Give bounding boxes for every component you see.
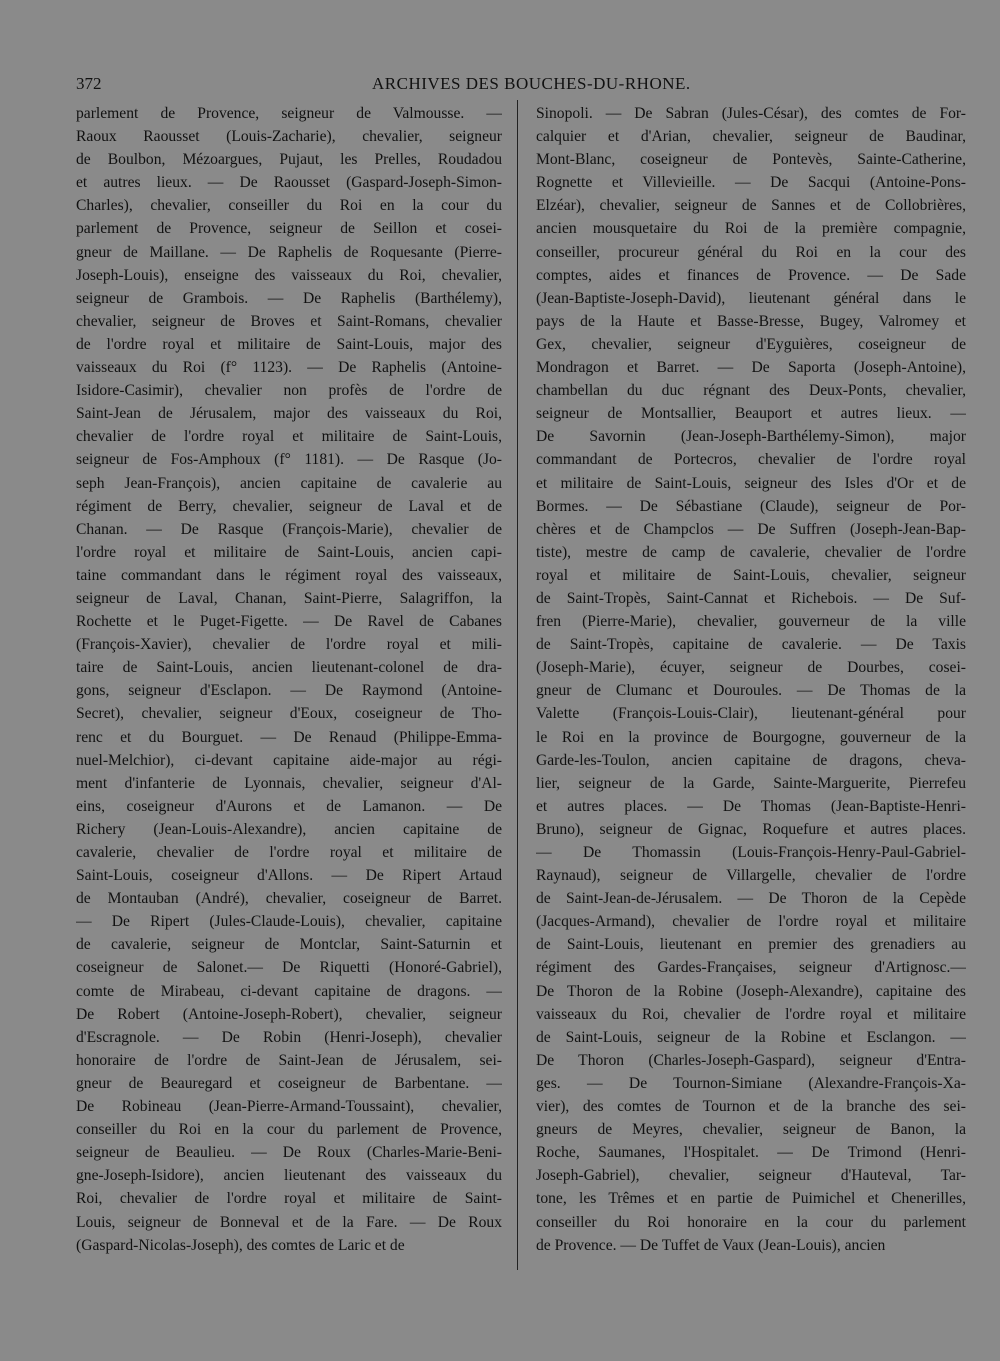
- text-line: seph Jean-François), ancien capitaine de cavalerie au: [76, 474, 502, 492]
- text-line: vaisseaux du Roi (f° 1123). — De Raphelis (Antoine-: [76, 359, 502, 377]
- right-column: [536, 102, 966, 1257]
- text-line: Joseph-Louis), enseigne des vaisseaux du Roi, chevalier,: [76, 266, 502, 284]
- text-line: de Provence. — De Tuffet de Vaux (Jean-Louis), ancien: [536, 1236, 886, 1254]
- text-line: régiment de Berry, chevalier, seigneur de Laval et de: [76, 497, 502, 515]
- text-line: honoraire de l'ordre de Saint-Jean de Jérusalem, sei-: [76, 1051, 502, 1069]
- text-line: Rognette et Villevieille. — De Sacqui (Antoine-Pons-: [536, 174, 966, 192]
- text-line: Chanan. — De Rasque (François-Marie), chevalier de: [76, 520, 502, 538]
- text-line: parlement de Provence, seigneur de Valmousse. —: [76, 105, 502, 122]
- text-line: chambellan du duc régnant des Deux-Ponts, chevalier,: [536, 382, 966, 400]
- text-line: Roi, chevalier de l'ordre royal et militaire de Saint-: [76, 1190, 502, 1208]
- text-line: (Jean-Baptiste-Joseph-David), lieutenant général dans le: [536, 289, 966, 307]
- text-line: (Gaspard-Nicolas-Joseph), des comtes de Laric et de: [76, 1236, 405, 1254]
- text-line: seigneur de Montsallier, Beauport et autres lieux. —: [536, 405, 966, 423]
- text-line: de Saint-Jean-de-Jérusalem. — De Thoron de la Cepède: [536, 890, 966, 908]
- text-line: et autres places. — De Thomas (Jean-Baptiste-Henri-: [536, 797, 966, 815]
- text-line: fren (Pierre-Marie), chevalier, gouverneur de la ville: [536, 613, 966, 631]
- text-line: régiment des Gardes-Françaises, seigneur d'Artignosc.—: [536, 959, 966, 977]
- text-line: calquier et d'Arian, chevalier, seigneur de Baudinar,: [536, 128, 966, 146]
- text-line: seigneur de Laval, Chanan, Saint-Pierre, Salagriffon, la: [76, 589, 502, 607]
- text-line: comptes, aides et finances de Provence. — De Sade: [536, 266, 966, 284]
- text-line: gneur de Maillane. — De Raphelis de Roquesante (Pierre-: [76, 243, 502, 261]
- text-line: Joseph-Gabriel), chevalier, seigneur d'Hauteval, Tar-: [536, 1167, 966, 1185]
- text-line: De Robert (Antoine-Joseph-Robert), chevalier, seigneur: [76, 1005, 502, 1023]
- text-line: Bruno), seigneur de Gignac, Roquefure et autres places.: [536, 820, 966, 838]
- text-line: — De Ripert (Jules-Claude-Louis), chevalier, capitaine: [76, 913, 502, 931]
- text-line: Elzéar), chevalier, seigneur de Sannes et de Collobrières,: [536, 197, 966, 215]
- text-line: cavalerie, chevalier de l'ordre royal et militaire de: [76, 844, 502, 861]
- text-line: Mondragon et Barret. — De Saporta (Joseph-Antoine),: [536, 359, 966, 377]
- text-line: nuel-Melchior), ci-devant capitaine aide-major au régi-: [76, 751, 502, 769]
- text-line: gneurs de Meyres, chevalier, seigneur de Banon, la: [536, 1121, 966, 1139]
- text-line: Charles), chevalier, conseiller du Roi en la cour du: [76, 197, 502, 215]
- text-line: comte de Mirabeau, ci-devant capitaine de dragons. —: [76, 982, 502, 1000]
- page-number: 372: [76, 74, 102, 93]
- text-line: taire de Saint-Louis, ancien lieutenant-colonel de dra-: [76, 659, 502, 677]
- text-line: et militaire de Saint-Louis, seigneur des Isles d'Or et de: [536, 474, 966, 492]
- text-line: Raoux Raousset (Louis-Zacharie), chevalier, seigneur: [76, 128, 502, 146]
- text-line: (François-Xavier), chevalier de l'ordre royal et mili-: [76, 636, 502, 654]
- text-line: Gex, chevalier, seigneur d'Eyguières, coseigneur de: [536, 335, 966, 353]
- text-line: chevalier de l'ordre royal et militaire de Saint-Louis,: [76, 428, 502, 446]
- text-line: le Roi en la province de Bourgogne, gouverneur de la: [536, 728, 966, 746]
- text-line: royal et militaire de Saint-Louis, chevalier, seigneur: [536, 566, 966, 584]
- text-line: conseiller du Roi en la cour du parlement de Provence,: [76, 1121, 502, 1139]
- text-line: De Savornin (Jean-Joseph-Barthélemy-Simon), major: [536, 428, 966, 446]
- text-line: De Thoron de la Robine (Joseph-Alexandre), capitaine des: [536, 982, 966, 1000]
- text-line: vier), des comtes de Tournon et de la branche des sei-: [536, 1098, 966, 1116]
- text-line: gneur de Clumanc et Douroules. — De Thomas de la: [536, 682, 966, 700]
- text-line: coseigneur de Salonet.— De Riquetti (Honoré-Gabriel),: [76, 959, 502, 977]
- text-line: Secret), chevalier, seigneur d'Eoux, coseigneur de Tho-: [76, 705, 502, 723]
- text-line: de Montauban (André), chevalier, coseigneur de Barret.: [76, 890, 502, 908]
- text-line: gons, seigneur d'Esclapon. — De Raymond (Antoine-: [76, 682, 502, 700]
- text-line: ges. — De Tournon-Simiane (Alexandre-François-Xa-: [536, 1074, 966, 1092]
- text-line: ment d'infanterie de Lyonnais, chevalier, seigneur d'Al-: [76, 774, 502, 792]
- text-line: gneur de Beauregard et coseigneur de Barbentane. —: [76, 1074, 502, 1092]
- text-line: taine commandant dans le régiment royal des vaisseaux,: [76, 566, 502, 584]
- text-line: Isidore-Casimir), chevalier non profès de l'ordre de: [76, 382, 502, 400]
- text-line: tone, les Trêmes et en partie de Puimichel et Chenerilles,: [536, 1190, 966, 1208]
- text-line: Garde-les-Toulon, ancien capitaine de dragons, cheva-: [536, 751, 966, 769]
- text-line: Rochette et le Puget-Figette. — De Ravel de Cabanes: [76, 613, 502, 631]
- text-line: Mont-Blanc, coseigneur de Pontevès, Sainte-Catherine,: [536, 151, 966, 169]
- text-line: Valette (François-Louis-Clair), lieutenant-général pour: [536, 705, 966, 723]
- text-line: gne-Joseph-Isidore), ancien lieutenant des vaisseaux du: [76, 1167, 502, 1185]
- text-line: Louis, seigneur de Bonneval et de la Fare. — De Roux: [76, 1213, 502, 1231]
- text-line: conseiller du Roi honoraire en la cour du parlement: [536, 1213, 966, 1231]
- text-line: chevalier, seigneur de Broves et Saint-Romans, chevalier: [76, 312, 502, 330]
- text-line: ancien mousquetaire du Roi de la première compagnie,: [536, 220, 966, 238]
- text-line: (Jacques-Armand), chevalier de l'ordre royal et militaire: [536, 913, 966, 931]
- text-line: de Saint-Tropès, Saint-Cannat et Richebois. — De Suf-: [536, 589, 966, 607]
- text-line: l'ordre royal et militaire de Saint-Louis, ancien capi-: [76, 543, 502, 561]
- text-line: eins, coseigneur d'Aurons et de Lamanon. — De: [76, 797, 502, 815]
- text-line: vaisseaux du Roi, chevalier de l'ordre royal et militaire: [536, 1005, 966, 1023]
- text-line: conseiller, procureur général du Roi en la cour des: [536, 243, 966, 261]
- text-line: tiste), mestre de camp de cavalerie, chevalier de l'ordre: [536, 543, 966, 561]
- text-line: de l'ordre royal et militaire de Saint-Louis, major des: [76, 335, 502, 353]
- column-divider: [517, 100, 518, 1270]
- text-line: De Thoron (Charles-Joseph-Gaspard), seigneur d'Entra-: [536, 1051, 966, 1069]
- text-line: seigneur de Beaulieu. — De Roux (Charles-Marie-Beni-: [76, 1144, 502, 1162]
- text-line: Sinopoli. — De Sabran (Jules-César), des comtes de For-: [536, 105, 966, 122]
- text-line: de Saint-Tropès, capitaine de cavalerie. — De Taxis: [536, 636, 966, 654]
- text-line: de Boulbon, Mézoargues, Pujaut, les Prelles, Roudadou: [76, 151, 502, 169]
- text-line: lier, seigneur de la Garde, Sainte-Marguerite, Pierrefeu: [536, 774, 966, 792]
- text-line: de Saint-Louis, seigneur de la Robine et Esclangon. —: [536, 1028, 966, 1046]
- page-header: [72, 72, 960, 98]
- text-line: commandant de Portecros, chevalier de l'ordre royal: [536, 451, 966, 469]
- text-line: de cavalerie, seigneur de Montclar, Saint-Saturnin et: [76, 936, 502, 954]
- text-line: pays de la Haute et Basse-Bresse, Bugey, Valromey et: [536, 312, 966, 330]
- running-title: ARCHIVES DES BOUCHES-DU-RHONE.: [372, 74, 691, 93]
- text-line: Richery (Jean-Louis-Alexandre), ancien capitaine de: [76, 820, 502, 838]
- text-line: De Robineau (Jean-Pierre-Armand-Toussaint), chevalier,: [76, 1098, 502, 1116]
- text-line: Bormes. — De Sébastiane (Claude), seigneur de Por-: [536, 497, 966, 515]
- text-line: renc et du Bourguet. — De Renaud (Philippe-Emma-: [76, 728, 502, 746]
- text-line: et autres lieux. — De Raousset (Gaspard-Joseph-Simon-: [76, 174, 502, 192]
- left-column: [76, 102, 502, 1257]
- text-line: parlement de Provence, seigneur de Seillon et cosei-: [76, 220, 502, 238]
- text-line: seigneur de Fos-Amphoux (f° 1181). — De Rasque (Jo-: [76, 451, 502, 469]
- text-line: de Saint-Louis, lieutenant en premier des grenadiers au: [536, 936, 966, 954]
- text-line: (Joseph-Marie), écuyer, seigneur de Dourbes, cosei-: [536, 659, 966, 677]
- text-line: — De Thomassin (Louis-François-Henry-Paul-Gabriel-: [536, 844, 966, 861]
- text-line: Roche, Saumanes, l'Hospitalet. — De Trimond (Henri-: [536, 1144, 966, 1162]
- text-line: Saint-Jean de Jérusalem, major des vaisseaux du Roi,: [76, 405, 502, 423]
- text-line: seigneur de Grambois. — De Raphelis (Barthélemy),: [76, 289, 502, 307]
- text-line: Saint-Louis, coseigneur d'Allons. — De Ripert Artaud: [76, 867, 502, 885]
- text-line: Raynaud), seigneur de Villargelle, chevalier de l'ordre: [536, 867, 966, 885]
- text-line: d'Escragnole. — De Robin (Henri-Joseph), chevalier: [76, 1028, 502, 1046]
- text-line: chères et de Champclos — De Suffren (Joseph-Jean-Bap-: [536, 520, 966, 538]
